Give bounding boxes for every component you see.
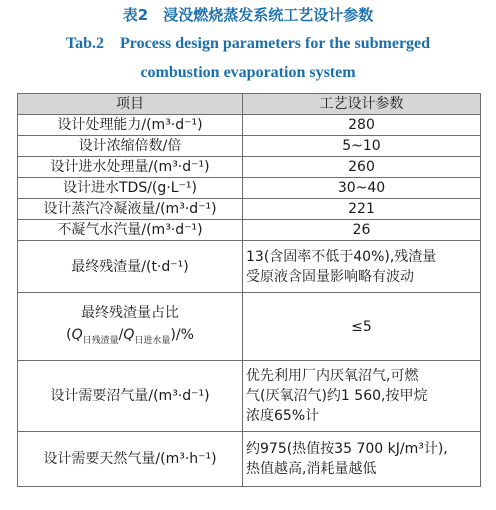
row-item: 设计浓缩倍数/倍 (18, 136, 243, 157)
ratio-formula: $(Q_{日残渣量}/Q_{日进水量})/\%$ (66, 326, 194, 346)
value-line: 13(含固率不低于40%),残渣量 (246, 248, 437, 265)
value-line: 约975(热值按35 700 kJ/m³计), (246, 441, 448, 457)
row-item: 设计蒸汽冷凝液量/(m³·d⁻¹) (18, 199, 243, 220)
table-header-row (18, 94, 481, 115)
table-caption-chinese: 表2 浸没燃烧蒸发系统工艺设计参数 (122, 6, 374, 24)
row-item: 设计进水处理量/(m³·d⁻¹) (18, 157, 243, 178)
row-value: ≤5 (243, 293, 481, 361)
row-item: 最终残渣量/(t·d⁻¹) (18, 241, 243, 293)
value-line: 受原液含固量影响略有波动 (246, 268, 414, 285)
row-value: 5~10 (243, 136, 481, 157)
value-line: 热值越高,消耗量越低 (246, 461, 377, 477)
parameters-table (17, 93, 481, 487)
value-line: 气(厌氧沼气)约1 560,按甲烷 (246, 388, 428, 404)
table-row (18, 241, 481, 293)
row-value: 221 (243, 199, 481, 220)
row-item: 设计需要沼气量/(m³·d⁻¹) (18, 361, 243, 432)
table-caption-english-line1: Tab.2 Process design parameters for the submerged (65, 35, 431, 52)
header-item: 项目 (18, 94, 243, 115)
item-line: 最终残渣量占比 (81, 304, 179, 321)
table-row (18, 293, 481, 361)
row-value: 26 (243, 220, 481, 241)
value-line: 浓度65%计 (246, 408, 320, 424)
table-row (18, 361, 481, 432)
row-value: 30~40 (243, 178, 481, 199)
row-item: 设计处理能力/(m³·d⁻¹) (18, 115, 243, 136)
row-value: 260 (243, 157, 481, 178)
row-item (18, 293, 243, 361)
row-value (243, 241, 481, 293)
row-value (243, 432, 481, 487)
row-item: 不凝气水汽量/(m³·d⁻¹) (18, 220, 243, 241)
row-value (243, 361, 481, 432)
row-value: 280 (243, 115, 481, 136)
table-row (18, 432, 481, 487)
table-row (18, 157, 481, 178)
table-row (18, 136, 481, 157)
value-line: 优先利用厂内厌氧沼气,可燃 (246, 368, 419, 384)
header-parameter: 工艺设计参数 (243, 94, 481, 115)
table-row (18, 220, 481, 241)
row-item: 设计进水TDS/(g·L⁻¹) (18, 178, 243, 199)
table-row (18, 199, 481, 220)
table-row (18, 178, 481, 199)
table-caption-english-line2: combustion evaporation system (140, 64, 356, 81)
table-row (18, 115, 481, 136)
row-item: 设计需要天然气量/(m³·h⁻¹) (18, 432, 243, 487)
